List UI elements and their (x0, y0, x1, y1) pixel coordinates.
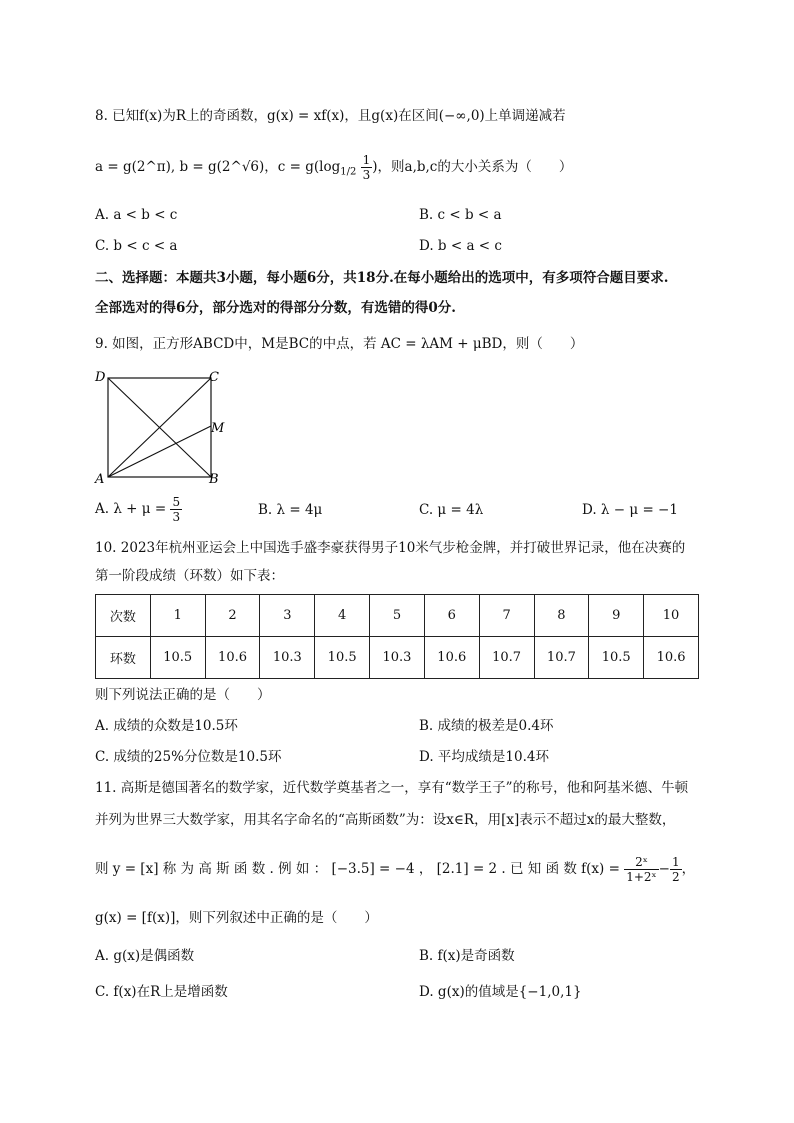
table-cell: 10.5 (589, 637, 644, 679)
q11-half-denominator: 2 (671, 870, 680, 884)
q11-option-a: A. g(x)是偶函数 (95, 948, 195, 964)
table-cell: 8 (534, 595, 589, 637)
table-cell: 5 (370, 595, 425, 637)
q9-option-d: D. λ − μ = −1 (582, 502, 678, 518)
q8-option-c: C. b < c < a (95, 238, 178, 254)
q10-option-d: D. 平均成绩是10.4环 (419, 749, 549, 765)
table-cell: 10.7 (534, 637, 589, 679)
q8-log-base: 1/2 (340, 166, 357, 178)
q9-square-figure (92, 366, 232, 486)
table-cell: 7 (479, 595, 534, 637)
q11-option-d: D. g(x)的值域是{−1,0,1} (419, 984, 582, 1000)
q11-half-fraction (670, 855, 682, 884)
table-cell: 2 (205, 595, 260, 637)
table-cell: 6 (424, 595, 479, 637)
q11-fx-fraction (624, 855, 658, 884)
segment-am (108, 426, 211, 477)
section2-instructions-line1: 二、选择题：本题共3小题，每小题6分，共18分.在每小题给出的选项中，有多项符合题目要求. (95, 270, 669, 286)
q11-stem-line1: 11. 高斯是德国著名的数学家，近代数学奠基者之一，享有“数学王子”的称号，他和阿基米德、牛顿 (95, 780, 689, 796)
q11-option-b: B. f(x)是奇函数 (419, 948, 515, 964)
q9-option-a-text: A. λ + μ = (95, 501, 167, 517)
q10-option-c: C. 成绩的25%分位数是10.5环 (95, 749, 282, 765)
q11-fx-numerator: 2ˣ (624, 855, 658, 870)
table-cell: 10.6 (644, 637, 699, 679)
q10-option-b: B. 成绩的极差是0.4环 (419, 718, 554, 734)
label-c: C (209, 370, 219, 385)
label-d: D (95, 370, 106, 385)
table-cell: 10.6 (205, 637, 260, 679)
q8-stem-line2 (95, 152, 572, 188)
q10-option-a: A. 成绩的众数是10.5环 (95, 718, 238, 734)
q8-option-d: D. b < a < c (419, 238, 502, 254)
table-cell: 10.7 (479, 637, 534, 679)
table-cell: 1 (150, 595, 205, 637)
label-m: M (211, 421, 225, 436)
q10-question: 则下列说法正确的是（ ） (95, 687, 271, 703)
q11-gauss-definition: 则 y = [x] 称 为 高 斯 函 数 . 例 如 ： [−3.5] = −4 ， [2.1] = 2 . 已 知 函 数 f(x) = (95, 861, 620, 877)
table-cell: 10.3 (260, 637, 315, 679)
table-cell: 10.6 (424, 637, 479, 679)
q9-option-c: C. μ = 4λ (419, 502, 484, 518)
q10-score-table (95, 594, 699, 679)
q8-log-arg-denominator: 3 (362, 168, 371, 182)
q9-option-a-numerator: 5 (172, 495, 181, 509)
q10-stem-line2: 第一阶段成绩（环数）如下表： (95, 568, 284, 584)
q11-comma: ， (681, 861, 696, 877)
table-cell: 3 (260, 595, 315, 637)
q9-option-a-fraction (170, 495, 182, 524)
q8-log-arg-numerator: 1 (362, 153, 371, 167)
q11-half-numerator: 1 (671, 855, 680, 869)
q11-fx-denominator: 1+2ˣ (626, 870, 657, 884)
q8-option-a: A. a < b < c (95, 207, 178, 223)
table-row-attempts (96, 595, 699, 637)
q11-stem-line2: 并列为世界三大数学家，用其名字命名的“高斯函数”为：设x∈R，用[x]表示不超过x的最大整数， (95, 812, 676, 828)
table-cell: 10.5 (150, 637, 205, 679)
q9-stem: 9. 如图，正方形ABCD中，M是BC的中点，若 AC = λAM + μBD，则（ ） (95, 336, 584, 352)
table-cell: 10.3 (370, 637, 425, 679)
q8-stem-tail: )，则a,b,c的大小关系为（ ） (372, 159, 573, 175)
q8-log-argument (361, 153, 373, 182)
q10-stem-line1: 10. 2023年杭州亚运会上中国选手盛李豪获得男子10米气步枪金牌，并打破世界记录，他在决赛的 (95, 540, 686, 556)
table-cell: 9 (589, 595, 644, 637)
q11-minus-sign: − (658, 861, 670, 877)
table-row-header: 环数 (96, 637, 151, 679)
table-row-header: 次数 (96, 595, 151, 637)
q11-stem-line3 (95, 852, 695, 886)
table-cell: 10.5 (315, 637, 370, 679)
section2-instructions-line2: 全部选对的得6分，部分选对的得部分分数，有选错的得0分. (95, 300, 456, 316)
q9-option-b: B. λ = 4μ (258, 502, 323, 518)
q11-stem-line4: g(x) = [f(x)]，则下列叙述中正确的是（ ） (95, 910, 378, 926)
q8-stem-line1: 8. 已知f(x)为R上的奇函数，g(x) = xf(x)，且g(x)在区间(−∞,0)上单调递减若 (95, 108, 566, 124)
table-cell: 4 (315, 595, 370, 637)
label-b: B (209, 472, 219, 486)
q9-option-a-denominator: 3 (172, 510, 181, 524)
table-cell: 10 (644, 595, 699, 637)
table-row-scores (96, 637, 699, 679)
q9-option-a (95, 494, 182, 524)
q8-definitions: a = g(2^π), b = g(2^√6)，c = g(log (95, 159, 341, 175)
q11-option-c: C. f(x)在R上是增函数 (95, 984, 228, 1000)
q8-option-b: B. c < b < a (419, 207, 502, 223)
label-a: A (95, 472, 105, 486)
